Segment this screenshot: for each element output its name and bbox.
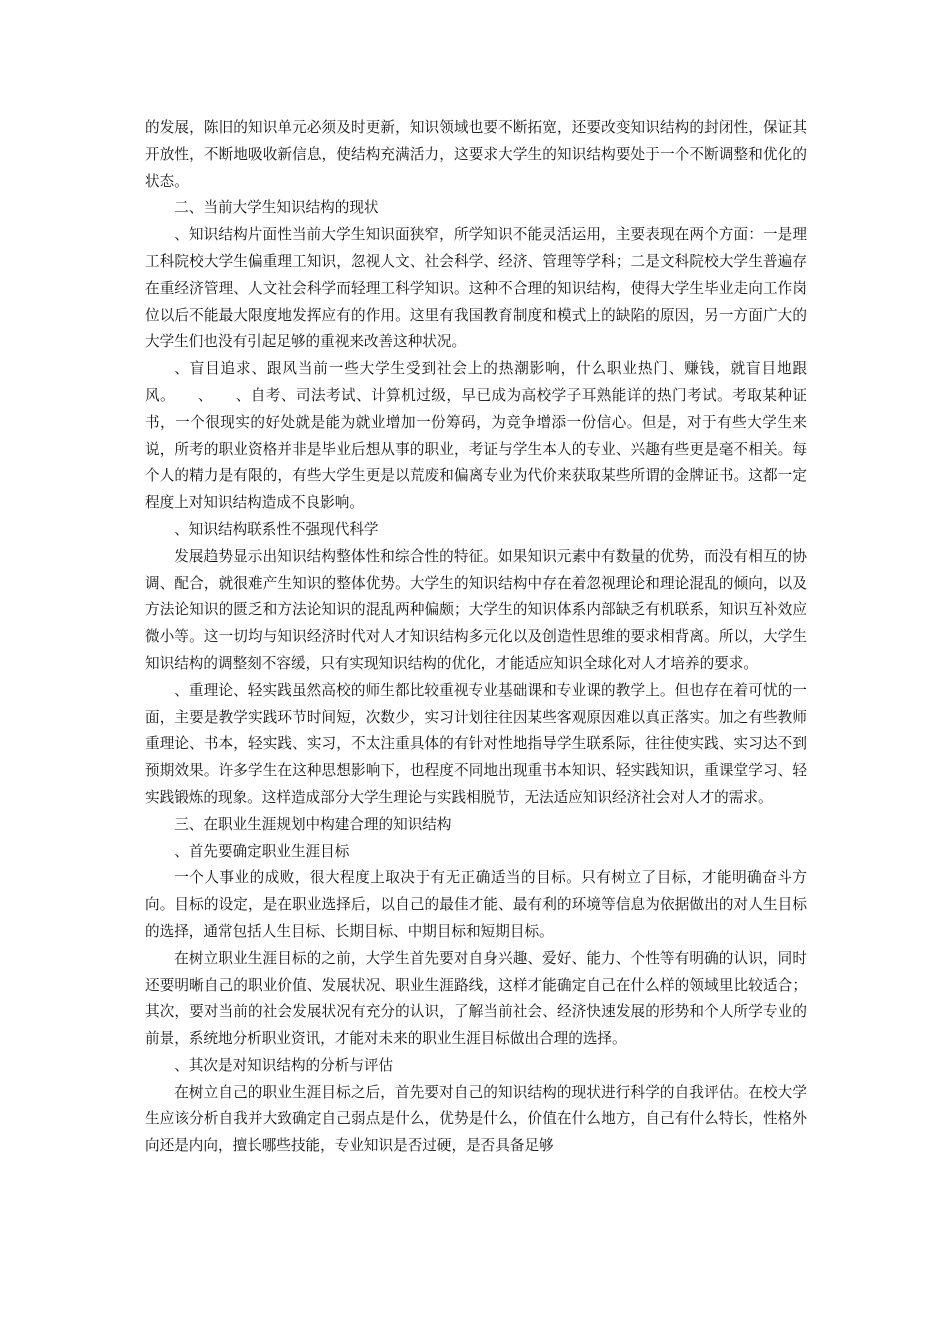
section-heading-3: 三、在职业生涯规划中构建合理的知识结构 bbox=[174, 815, 452, 833]
subheading-weak-connection: 、知识结构联系性不强现代科学 bbox=[174, 520, 379, 538]
paragraph-blind-pursuit: 、盲目追求、跟风当前一些大学生受到社会上的热潮影响，什么职业热门、赚钱，就盲目地跟风。 、 、自考、司法考试、计算机过级，早已成为高校学子耳熟能详的热门考试。考取某种证书，一个很现实的好处就是能为就业增加一份筹码，为竞争增添一份信心。但是，对于有些大学生来说，所考的职业资格并非是毕业后想从事的职业，考证与学生本人的专业、兴趣有些更是毫不相关。每个人的精力是有限的，有些大学生更是以荒废和偏离专业为代价来获取某些所谓的金牌证书。这都一定程度上对知识结构造成不良影响。 bbox=[145, 360, 807, 512]
paragraph-self-assessment: 在树立自己的职业生涯目标之后，首先要对自己的知识结构的现状进行科学的自我评估。在校大学生应该分析自我并大致确定自己弱点是什么，优势是什么，价值在什么地方，自己有什么特长，性格外向还是内向，擅长哪些技能，专业知识是否过硬，是否具备足够 bbox=[145, 1083, 807, 1155]
document-page bbox=[145, 115, 807, 1160]
paragraph-career-success: 一个人事业的成败，很大程度上取决于有无正确适当的目标。只有树立了目标，才能明确奋斗方向。目标的设定，是在职业选择后，以自己的最佳才能、最有利的环境等信息为依据做出的对人生目标的选择，通常包括人生目标、长期目标、中期目标和短期目标。 bbox=[145, 869, 807, 940]
section-heading-2: 二、当前大学生知识结构的现状 bbox=[174, 199, 379, 217]
paragraph-theory-over-practice: 、重理论、轻实践虽然高校的师生都比较重视专业基础课和专业课的教学上。但也存在着可忧的一面，主要是教学实践环节时间短，次数少，实习计划往往因某些客观原因难以真正落实。加之有些教师重理论、书本，轻实践、实习，不太注重具体的有针对性地指导学生联系际，往往使实践、实习达不到预期效果。许多学生在这种思想影响下，也程度不同地出现重书本知识、轻实践知识，重课堂学习、轻实践锻炼的现象。这样造成部分大学生理论与实践相脱节，无法适应知识经济社会对人才的需求。 bbox=[145, 681, 807, 806]
paragraph-before-goal: 在树立职业生涯目标的之前，大学生首先要对自身兴趣、爱好、能力、个性等有明确的认识，同时还要明晰自己的职业价值、发展状况、职业生涯路线，这样才能确定自己在什么样的领域里比较适合；其次，要对当前的社会发展状况有充分的认识，了解当前社会、经济快速发展的形势和个人所学专业的前景，系统地分析职业资讯，才能对未来的职业生涯目标做出合理的选择。 bbox=[145, 949, 807, 1048]
paragraph-development-trend: 发展趋势显示出知识结构整体性和综合性的特征。如果知识元素中有数量的优势，而没有相互的协调、配合，就很难产生知识的整体优势。大学生的知识结构中存在着忽视理论和理论混乱的倾向，以及方法论知识的匮乏和方法论知识的混乱两种偏颇；大学生的知识体系内部缺乏有机联系，知识互补效应微小等。这一切均与知识经济时代对人才知识结构多元化以及创造性思维的要求相背离。所以，大学生知识结构的调整刻不容缓，只有实现知识结构的优化，才能适应知识全球化对人才培养的要求。 bbox=[145, 547, 807, 672]
paragraph-continuation: 的发展，陈旧的知识单元必须及时更新，知识领域也要不断拓宽，还要改变知识结构的封闭性，保证其开放性，不断地吸收新信息，使结构充满活力，这要求大学生的知识结构要处于一个不断调整和优化的状态。 bbox=[145, 119, 807, 190]
subheading-career-goal: 、首先要确定职业生涯目标 bbox=[174, 842, 350, 860]
subheading-structure-analysis: 、其次是对知识结构的分析与评估 bbox=[174, 1056, 394, 1074]
paragraph-one-sided-structure: 、知识结构片面性当前大学生知识面狭窄，所学知识不能灵活运用，主要表现在两个方面：一是理工科院校大学生偏重理工知识，忽视人文、社会科学、经济、管理等学科；二是文科院校大学生普遍存在重经济管理、人文社会科学而轻理工科学知识。这种不合理的知识结构，使得大学生毕业走向工作岗位以后不能最大限度地发挥应有的作用。这里有我国教育制度和模式上的缺陷的原因，另一方面广大的大学生们也没有引起足够的重视来改善这种状况。 bbox=[145, 226, 807, 351]
